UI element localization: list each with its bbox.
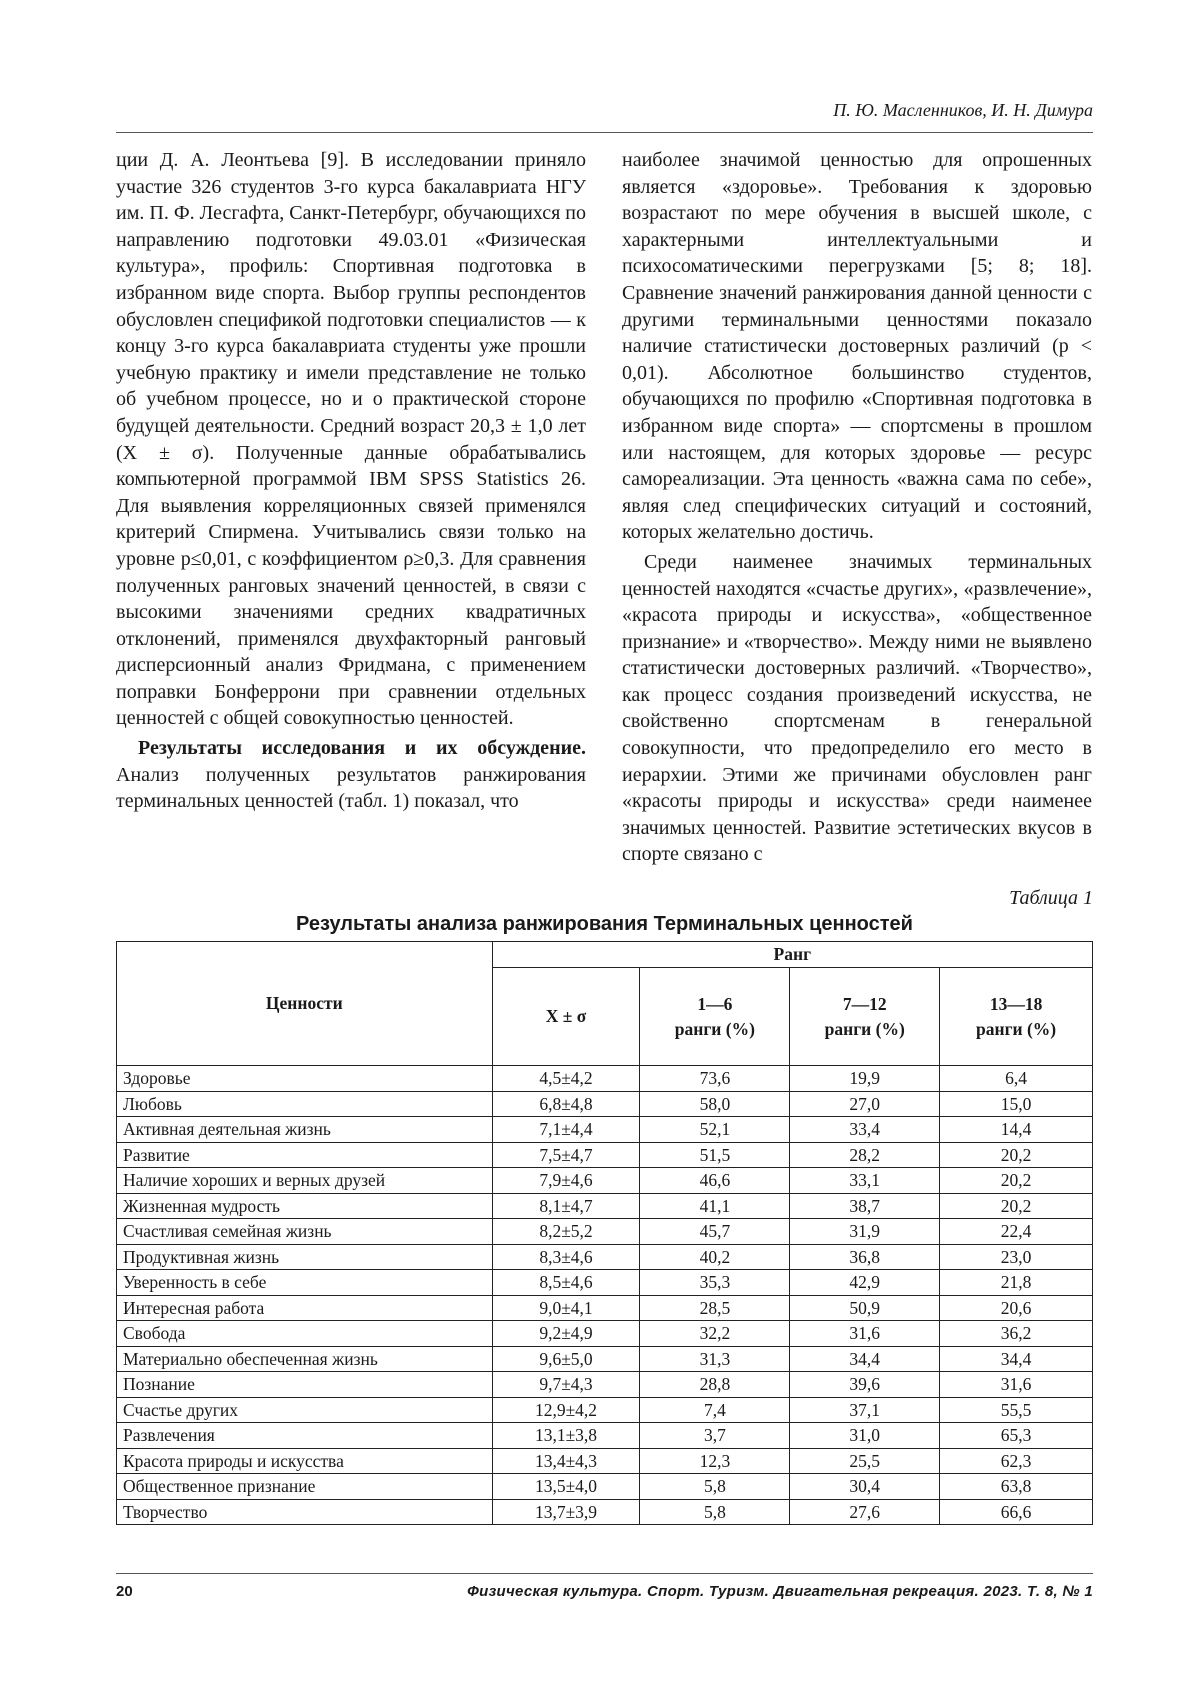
header-ranks-1-6-bottom: ранги (%) [674,1018,755,1039]
value-mean: 8,2±5,2 [492,1219,640,1245]
table-row [117,1117,1093,1143]
header-mean-sd: X ± σ [492,968,640,1066]
table-row [117,1321,1093,1347]
value-ranks-7-12: 42,9 [790,1270,940,1296]
value-ranks-13-18: 65,3 [940,1423,1093,1449]
value-ranks-7-12: 28,2 [790,1142,940,1168]
value-name: Развлечения [117,1423,493,1449]
value-ranks-13-18: 21,8 [940,1270,1093,1296]
value-name: Интересная работа [117,1295,493,1321]
table-row [117,1372,1093,1398]
value-mean: 4,5±4,2 [492,1066,640,1092]
value-ranks-13-18: 20,2 [940,1193,1093,1219]
value-name: Творчество [117,1499,493,1525]
right-column [622,147,1092,868]
page-number: 20 [116,1583,133,1600]
header-ranks-7-12-bottom: ранги (%) [824,1018,905,1039]
value-mean: 13,7±3,9 [492,1499,640,1525]
value-ranks-1-6: 45,7 [640,1219,790,1245]
value-name: Развитие [117,1142,493,1168]
value-mean: 13,1±3,8 [492,1423,640,1449]
table-row [117,1499,1093,1525]
table-row [117,1244,1093,1270]
table-row [117,1448,1093,1474]
value-ranks-13-18: 6,4 [940,1066,1093,1092]
value-name: Активная деятельная жизнь [117,1117,493,1143]
value-ranks-1-6: 51,5 [640,1142,790,1168]
value-mean: 9,0±4,1 [492,1295,640,1321]
value-ranks-1-6: 46,6 [640,1168,790,1194]
value-ranks-7-12: 36,8 [790,1244,940,1270]
table-row [117,1474,1093,1500]
value-ranks-13-18: 63,8 [940,1474,1093,1500]
value-mean: 7,1±4,4 [492,1117,640,1143]
value-mean: 13,5±4,0 [492,1474,640,1500]
value-name: Счастье других [117,1397,493,1423]
value-ranks-1-6: 31,3 [640,1346,790,1372]
header-rule [116,132,1093,133]
value-mean: 9,7±4,3 [492,1372,640,1398]
value-ranks-7-12: 33,1 [790,1168,940,1194]
value-ranks-13-18: 62,3 [940,1448,1093,1474]
value-mean: 7,5±4,7 [492,1142,640,1168]
value-mean: 12,9±4,2 [492,1397,640,1423]
value-ranks-1-6: 58,0 [640,1091,790,1117]
value-ranks-7-12: 30,4 [790,1474,940,1500]
value-ranks-7-12: 33,4 [790,1117,940,1143]
value-ranks-13-18: 55,5 [940,1397,1093,1423]
header-ranks-7-12-top: 7—12 [842,993,887,1014]
value-ranks-1-6: 52,1 [640,1117,790,1143]
value-ranks-1-6: 32,2 [640,1321,790,1347]
value-ranks-13-18: 15,0 [940,1091,1093,1117]
value-ranks-7-12: 27,0 [790,1091,940,1117]
table-row [117,1219,1093,1245]
value-mean: 6,8±4,8 [492,1091,640,1117]
value-ranks-7-12: 31,6 [790,1321,940,1347]
value-ranks-7-12: 50,9 [790,1295,940,1321]
value-ranks-1-6: 28,5 [640,1295,790,1321]
value-ranks-13-18: 36,2 [940,1321,1093,1347]
header-ranks-1-6 [640,968,790,1066]
value-ranks-1-6: 3,7 [640,1423,790,1449]
value-ranks-13-18: 14,4 [940,1117,1093,1143]
table-row [117,1066,1093,1092]
left-paragraph-1: ции Д. А. Леонтьева [9]. В исследовании приняло участие 326 студентов 3-го курса бакалавриата НГУ им. П. Ф. Лесгафта, Санкт-Петербург, обучающихся по направлению подготовки 49.03.01 «Физическая культура», профиль: Спортивная подготовка в избранном виде спорта. Выбор группы респондентов обусловлен спецификой подготовки специалистов — к концу 3-го курса бакалавриата студенты уже прошли учебную практику и имели представление не только об учебном процессе, но и о практической стороне будущей деятельности. Средний возраст 20,3 ± 1,0 лет (X ± σ). Полученные данные обрабатывались компьютерной программой IBM SPSS Statistics 26. Для выявления корреляционных связей применялся критерий Спирмена. Учитывались связи только на уровне p≤0,01, с коэффициентом ρ≥0,3. Для сравнения полученных ранговых значений ценностей, в связи с высокими значениями средних квадратичных отклонений, применялся двухфакторный ранговый дисперсионный анализ Фридмана, с применением поправки Бонферрони при сравнении отдельных ценностей с общей совокупностью ценностей. [116,149,586,730]
table-row [117,1397,1093,1423]
table-row [117,1346,1093,1372]
value-name: Наличие хороших и верных друзей [117,1168,493,1194]
header-ranks-13-18-top: 13—18 [989,993,1043,1014]
value-ranks-1-6: 35,3 [640,1270,790,1296]
value-ranks-13-18: 31,6 [940,1372,1093,1398]
value-name: Уверенность в себе [117,1270,493,1296]
table-row [117,1423,1093,1449]
table-row [117,1091,1093,1117]
value-mean: 13,4±4,3 [492,1448,640,1474]
value-name: Счастливая семейная жизнь [117,1219,493,1245]
value-ranks-13-18: 22,4 [940,1219,1093,1245]
value-mean: 9,6±5,0 [492,1346,640,1372]
header-ranks-13-18 [940,968,1093,1066]
value-ranks-13-18: 20,2 [940,1168,1093,1194]
value-ranks-7-12: 34,4 [790,1346,940,1372]
results-text: Анализ полученных результатов ранжирования терминальных ценностей (табл. 1) показал, что [116,763,586,813]
value-ranks-1-6: 12,3 [640,1448,790,1474]
header-ranks-13-18-bottom: ранги (%) [976,1018,1057,1039]
table-row [117,1270,1093,1296]
value-mean: 8,3±4,6 [492,1244,640,1270]
results-heading: Результаты исследования и их обсуждение. [138,737,586,760]
value-name: Общественное признание [117,1474,493,1500]
value-mean: 7,9±4,6 [492,1168,640,1194]
left-column [116,147,586,815]
value-name: Продуктивная жизнь [117,1244,493,1270]
value-ranks-13-18: 34,4 [940,1346,1093,1372]
value-ranks-1-6: 5,8 [640,1499,790,1525]
table-title: Результаты анализа ранжирования Терминальных ценностей [296,913,913,935]
table-caption: Таблица 1 [1009,887,1093,909]
running-header-authors: П. Ю. Масленников, И. Н. Димура [833,100,1093,120]
value-name: Любовь [117,1091,493,1117]
value-ranks-7-12: 25,5 [790,1448,940,1474]
value-ranks-7-12: 37,1 [790,1397,940,1423]
value-ranks-7-12: 38,7 [790,1193,940,1219]
table-row [117,1295,1093,1321]
value-ranks-7-12: 31,9 [790,1219,940,1245]
footer-rule [116,1573,1093,1574]
value-ranks-1-6: 28,8 [640,1372,790,1398]
terminal-values-table [116,941,1093,1525]
value-ranks-7-12: 31,0 [790,1423,940,1449]
right-paragraph-1: наиболее значимой ценностью для опрошенных является «здоровье». Требования к здоровью возрастают по мере обучения в высшей школе, с характерными интеллектуальными и психосоматическими перегрузками [5; 8; 18]. Сравнение значений ранжирования данной ценности с другими терминальными ценностями показало наличие статистически достоверных различий (p < 0,01). Абсолютное большинство студентов, обучающихся по профилю «Спортивная подготовка в избранном виде спорта» — спортсмены в прошлом или настоящем, для которых здоровье — ресурс самореализации. Эта ценность «важна сама по себе», являя след специфических ситуаций и состояний, которых желательно достичь. [622,149,1092,544]
value-name: Здоровье [117,1066,493,1092]
value-ranks-13-18: 20,2 [940,1142,1093,1168]
value-mean: 8,1±4,7 [492,1193,640,1219]
value-mean: 8,5±4,6 [492,1270,640,1296]
value-name: Жизненная мудрость [117,1193,493,1219]
value-ranks-1-6: 7,4 [640,1397,790,1423]
value-ranks-1-6: 40,2 [640,1244,790,1270]
value-ranks-13-18: 23,0 [940,1244,1093,1270]
header-ranks-1-6-top: 1—6 [697,993,733,1014]
journal-title: Физическая культура. Спорт. Туризм. Двигательная рекреация. 2023. Т. 8, № 1 [467,1583,1093,1600]
table-row [117,1142,1093,1168]
value-ranks-1-6: 41,1 [640,1193,790,1219]
left-paragraph-2 [116,735,586,815]
table-row [117,1193,1093,1219]
value-mean: 9,2±4,9 [492,1321,640,1347]
table-row [117,1168,1093,1194]
value-ranks-1-6: 73,6 [640,1066,790,1092]
value-name: Материально обеспеченная жизнь [117,1346,493,1372]
header-values: Ценности [117,942,493,1066]
value-name: Свобода [117,1321,493,1347]
value-ranks-7-12: 39,6 [790,1372,940,1398]
value-ranks-7-12: 19,9 [790,1066,940,1092]
header-rank: Ранг [492,942,1092,968]
value-name: Познание [117,1372,493,1398]
value-ranks-13-18: 66,6 [940,1499,1093,1525]
value-ranks-1-6: 5,8 [640,1474,790,1500]
header-ranks-7-12 [790,968,940,1066]
value-name: Красота природы и искусства [117,1448,493,1474]
value-ranks-7-12: 27,6 [790,1499,940,1525]
right-paragraph-2: Среди наименее значимых терминальных ценностей находятся «счастье других», «развлечение», «красота природы и искусства», «общественное признание» и «творчество». Между ними не выявлено статистически достоверных различий. «Творчество», как процесс создания произведений искусства, не свойственно спортсменам в генеральной совокупности, что предопределило его место в иерархии. Этими же причинами обусловлен ранг «красоты природы и искусства» среди наименее значимых ценностей. Развитие эстетических вкусов в спорте связано с [622,550,1092,866]
value-ranks-13-18: 20,6 [940,1295,1093,1321]
